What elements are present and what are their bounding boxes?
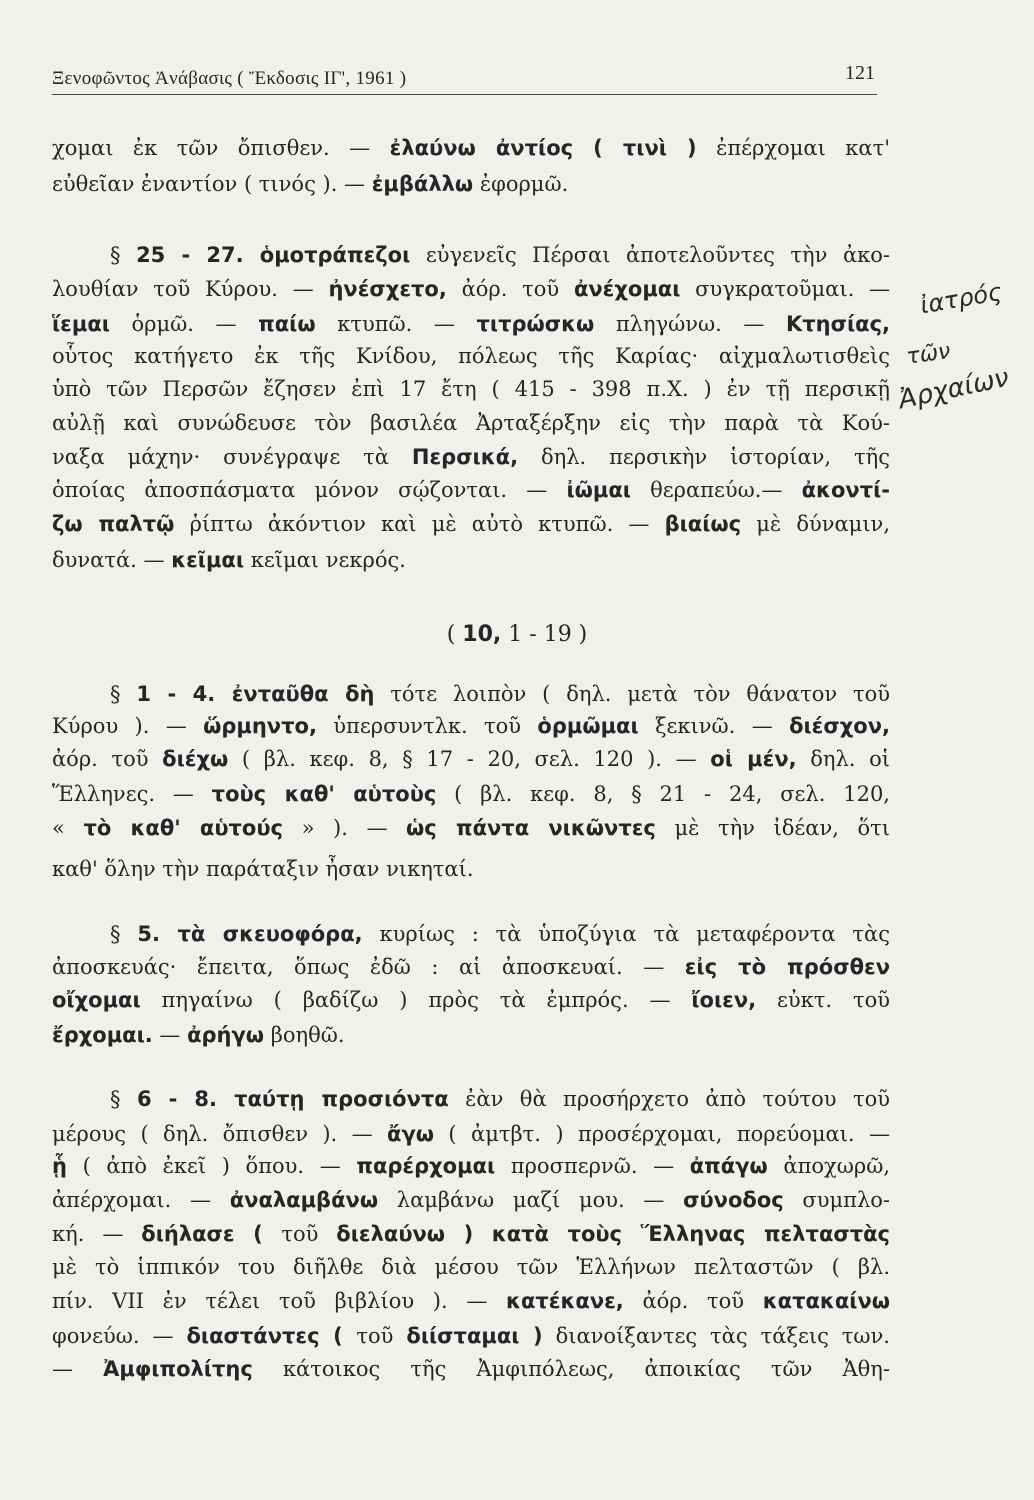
- text-line: [52, 546, 890, 574]
- text-run: ( ἀμτβτ. ) προσέρχομαι, πορεύομαι. —: [434, 1122, 890, 1146]
- text-run: ἐπέρχομαι κατ': [696, 136, 890, 160]
- text-run: λαμβάνω μαζί μου. —: [378, 1188, 684, 1212]
- bold-term: ἀπάγω: [689, 1154, 768, 1178]
- bold-term: 1 - 4. ἐνταῦθα δὴ: [136, 682, 375, 706]
- text-run: ἀποχωρῶ,: [767, 1154, 890, 1178]
- text-run: δυνατά. —: [52, 548, 172, 572]
- bold-term: 25 - 27. ὁμοτράπεζοι: [136, 243, 411, 267]
- text-run: πίν. VII ἐν τέλει τοῦ βιβλίου ). —: [52, 1289, 507, 1313]
- text-run: §: [110, 922, 138, 946]
- text-run: κτυπῶ. —: [315, 312, 477, 336]
- margin-note-1: ἰατρός: [918, 277, 1005, 320]
- bold-term: ἄγω: [387, 1122, 435, 1146]
- text-line: [52, 510, 890, 538]
- text-run: πηγαίνω ( βαδίζω ) πρὸς τὰ ἐμπρός. —: [140, 988, 692, 1012]
- text-run: κάτοικος τῆς Ἀμφιπόλεως, ἀποικίας τῶν Ἀθη-: [252, 1357, 890, 1381]
- bold-term: Περσικά,: [411, 445, 519, 469]
- text-line: [52, 1253, 890, 1281]
- text-run: εὐγενεῖς Πέρσαι ἀποτελοῦντες τὴν ἀκο-: [410, 243, 890, 267]
- text-line: [52, 1322, 890, 1350]
- text-run: λουθίαν τοῦ Κύρου. —: [52, 277, 329, 301]
- bold-term: εἰς τὸ πρόσθεν: [684, 955, 890, 979]
- text-run: δηλ. περσικὴν ἱστορίαν, τῆς: [518, 445, 890, 469]
- text-run: ὁποίας ἀποσπάσματα μόνον σῴζονται. —: [52, 478, 567, 502]
- text-run: κυρίως : τὰ ὑποζύγια τὰ μεταφέροντα τὰς: [362, 922, 890, 946]
- bold-term: τοὺς καθ' αὑτοὺς: [211, 782, 437, 806]
- text-line: [52, 375, 890, 403]
- bold-term: ἐμβάλλω: [371, 172, 474, 196]
- bold-term: οἱ μέν,: [710, 747, 797, 771]
- bold-term: βιαίως: [664, 512, 742, 536]
- bold-term: ἔρχομαι.: [52, 1023, 153, 1047]
- section-heading-number: 10,: [462, 622, 502, 647]
- bold-term: διήλασε (: [141, 1222, 282, 1246]
- bold-term: ἀρήγω: [187, 1023, 265, 1047]
- text-run: θεραπεύω.—: [630, 478, 802, 502]
- text-run: ὑπερσυντλκ. τοῦ: [316, 714, 538, 738]
- text-line: [52, 275, 890, 303]
- text-run: τοῦ: [356, 1324, 407, 1348]
- text-run: εὐκτ. τοῦ: [756, 988, 890, 1012]
- section-heading: [0, 622, 1034, 647]
- text-run: τοῦ: [281, 1222, 337, 1246]
- text-run: αὐλῇ καὶ συνώδευσε τὸν βασιλέα Ἀρταξέρξην εἰς τὴν παρὰ τὰ Κού-: [52, 411, 890, 435]
- text-run: Κύρου ). —: [52, 714, 204, 738]
- margin-note-3: Ἀρχαίων: [896, 362, 1012, 416]
- text-run: ῥίπτω ἀκόντιον καὶ μὲ αὐτὸ κτυπῶ. —: [174, 512, 665, 536]
- bold-term: παίω: [258, 312, 316, 336]
- text-run: ( ἀπὸ ἐκεῖ ) ὅπου. —: [66, 1154, 357, 1178]
- text-run: ναξα μάχην· συνέγραψε τὰ: [52, 445, 412, 469]
- bold-term: ἀκοντί-: [801, 478, 890, 502]
- text-line: [52, 814, 890, 842]
- bold-term: ὁρμῶμαι: [537, 714, 639, 738]
- bold-term: Κτησίας,: [786, 312, 890, 336]
- text-run: χομαι ἐκ τῶν ὄπισθεν. —: [52, 136, 390, 160]
- text-run: φονεύω. —: [52, 1324, 187, 1348]
- text-line: [52, 986, 890, 1014]
- bold-term: ἀνέχομαι: [573, 277, 681, 301]
- bold-term: ἰῶμαι: [566, 478, 631, 502]
- text-run: ὑπὸ τῶν Περσῶν ἔζησεν ἐπὶ 17 ἔτη ( 415 - 398 π.Χ. ) ἐν τῇ περσικῇ: [52, 377, 890, 401]
- text-run: ξεκινῶ. —: [638, 714, 790, 738]
- text-run: ἀποσκευάς· ἔπειτα, ὅπως ἐδῶ : αἱ ἀποσκευαί. —: [52, 955, 685, 979]
- text-line: [52, 134, 890, 162]
- text-run: μέρους ( δηλ. ὄπισθεν ). —: [52, 1122, 388, 1146]
- text-run: Ἕλληνες. —: [52, 782, 212, 806]
- text-line: [110, 241, 890, 269]
- text-line: [52, 409, 890, 437]
- text-line: [52, 476, 890, 504]
- bold-term: ἵεμαι: [52, 312, 110, 336]
- text-line: [110, 1085, 890, 1113]
- text-line: [110, 680, 890, 708]
- text-run: οὗτος κατήγετο ἐκ τῆς Κνίδου, πόλεως τῆς Καρίας· αἰχμαλωτισθεὶς: [52, 344, 890, 368]
- section-heading-open: (: [446, 622, 463, 647]
- text-run: ( βλ. κεφ. 8, § 17 - 20, σελ. 120 ). —: [228, 747, 711, 771]
- bold-term: Ἀμφιπολίτης: [103, 1357, 253, 1381]
- section-heading-range: 1 - 19 ): [501, 622, 588, 647]
- text-line: [52, 1220, 890, 1248]
- page-number: 121: [845, 62, 875, 84]
- header-title: Ξενοφῶντος Ἀνάβασις ( Ἔκδοσις ΙΓ', 1961 ): [52, 68, 407, 89]
- text-run: τότε λοιπὸν ( δηλ. μετὰ τὸν θάνατον τοῦ: [374, 682, 890, 706]
- bold-term: ἴοιεν,: [691, 988, 757, 1012]
- text-run: μὲ τὴν ἰδέαν, ὅτι: [655, 816, 890, 840]
- text-line: [52, 1186, 890, 1214]
- text-run: διανοίξαντες τὰς τάξεις των.: [542, 1324, 890, 1348]
- text-run: ἀόρ. τοῦ: [52, 747, 163, 771]
- text-run: βοηθῶ.: [264, 1023, 345, 1047]
- bold-term: ᾗ: [52, 1154, 67, 1178]
- margin-note-2: τῶν: [905, 338, 953, 370]
- header-rule: [52, 94, 877, 95]
- bold-term: διέσχον,: [789, 714, 890, 738]
- text-run: κή. —: [52, 1222, 142, 1246]
- text-line: [52, 1355, 890, 1383]
- text-run: κεῖμαι νεκρός.: [244, 548, 406, 572]
- text-line: [52, 1287, 890, 1315]
- text-line: [52, 310, 890, 338]
- bold-term: κατέκανε,: [506, 1289, 624, 1313]
- text-line: [52, 1021, 890, 1049]
- text-line: [52, 342, 890, 370]
- text-run: §: [110, 682, 137, 706]
- bold-term: σύνοδος: [683, 1188, 784, 1212]
- bold-term: διέχω: [162, 747, 229, 771]
- bold-term: παρέρχομαι: [356, 1154, 496, 1178]
- bold-term: κεῖμαι: [171, 548, 245, 572]
- bold-term: ἠνέσχετο,: [328, 277, 447, 301]
- text-line: [52, 712, 890, 740]
- text-run: καθ' ὅλην τὴν παράταξιν ἦσαν νικηταί.: [52, 857, 474, 881]
- bold-term: διίσταμαι ): [406, 1324, 543, 1348]
- text-line: [110, 920, 890, 948]
- text-run: «: [52, 816, 84, 840]
- text-run: ἀόρ. τοῦ: [446, 277, 574, 301]
- text-line: [52, 745, 890, 773]
- text-run: —: [152, 1023, 188, 1047]
- bold-term: 5. τὰ σκευοφόρα,: [137, 922, 363, 946]
- bold-term: διαστάντες (: [186, 1324, 357, 1348]
- bold-term: 6 - 8. ταύτῃ προσιόντα: [136, 1087, 449, 1111]
- text-line: [52, 780, 890, 808]
- bold-term: κατακαίνω: [762, 1289, 890, 1313]
- text-run: §: [110, 243, 137, 267]
- text-line: [52, 170, 890, 198]
- bold-term: διελαύνω ) κατὰ τοὺς Ἕλληνας πελταστὰς: [336, 1222, 890, 1246]
- text-line: [52, 953, 890, 981]
- text-run: ἀπέρχομαι. —: [52, 1188, 230, 1212]
- text-run: συγκρατοῦμαι. —: [680, 277, 890, 301]
- text-line: [52, 1120, 890, 1148]
- text-run: —: [52, 1357, 104, 1381]
- text-run: §: [110, 1087, 137, 1111]
- text-run: εὐθεῖαν ἐναντίον ( τινός ). —: [52, 172, 372, 196]
- text-run: δηλ. οἱ: [796, 747, 890, 771]
- bold-term: τιτρώσκω: [476, 312, 595, 336]
- text-run: συμπλο-: [783, 1188, 890, 1212]
- text-run: » ). —: [282, 816, 407, 840]
- bold-term: ὡς πάντα νικῶντες: [406, 816, 656, 840]
- text-run: ἐφορμῶ.: [473, 172, 569, 196]
- bold-term: ἐλαύνω ἀντίος ( τινὶ ): [389, 136, 697, 160]
- text-run: πληγώνω. —: [594, 312, 786, 336]
- bold-term: ὥρμηντο,: [203, 714, 317, 738]
- text-run: ὁρμῶ. —: [109, 312, 259, 336]
- text-run: ἐὰν θὰ προσήρχετο ἀπὸ τούτου τοῦ: [448, 1087, 890, 1111]
- text-run: μὲ δύναμιν,: [741, 512, 890, 536]
- text-run: ἀόρ. τοῦ: [623, 1289, 763, 1313]
- bold-term: ζω παλτῷ: [52, 512, 175, 536]
- text-line: [52, 1152, 890, 1180]
- text-line: [52, 443, 890, 471]
- text-run: μὲ τὸ ἱππικόν του διῆλθε διὰ μέσου τῶν Ἑλλήνων πελταστῶν ( βλ.: [52, 1255, 890, 1279]
- text-line: [52, 855, 890, 883]
- text-run: προσπερνῶ. —: [495, 1154, 690, 1178]
- running-header: [52, 62, 877, 98]
- bold-term: οἴχομαι: [52, 988, 141, 1012]
- text-run: ( βλ. κεφ. 8, § 21 - 24, σελ. 120,: [436, 782, 890, 806]
- bold-term: τὸ καθ' αὑτούς: [83, 816, 283, 840]
- bold-term: ἀναλαμβάνω: [229, 1188, 379, 1212]
